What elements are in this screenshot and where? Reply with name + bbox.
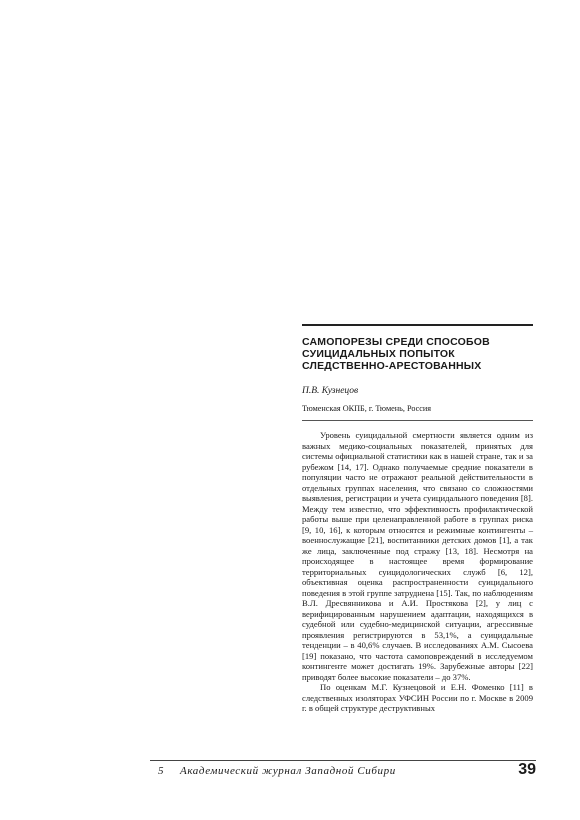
author-name: П.В. Кузнецов bbox=[302, 386, 359, 396]
title-line: СУИЦИДАЛЬНЫХ ПОПЫТОК bbox=[302, 348, 455, 360]
article-body bbox=[302, 430, 533, 714]
footer-rule bbox=[150, 760, 536, 761]
body-paragraph: По оценкам М.Г. Кузнецовой и Е.Н. Фоменко [11] в следственных изоляторах УФСИН России по г. Москве в 2009 г. в общей структуре деструктивных bbox=[302, 682, 533, 713]
page-number: 39 bbox=[518, 761, 536, 778]
title-line: СЛЕДСТВЕННО-АРЕСТОВАННЫХ bbox=[302, 360, 482, 372]
title-line: САМОПОРЕЗЫ СРЕДИ СПОСОБОВ bbox=[302, 336, 490, 348]
article-title bbox=[302, 336, 533, 372]
body-paragraph: Уровень суицидальной смертности является одним из важных медико-социальных показателей, принятых для системы официальной статистики как в нашей стране, так и за рубежом [14, 17]. Однако получаемые средние показатели в популяции часто не отражают реальной действительности в отдельных группах населения, что связано со сложностями выявления, регистрации и учета суицидального поведения [8]. Между тем известно, что эффективность профилактической работы выше при целенаправленной работе в группах риска [9, 10, 16], к которым относятся и режимные контингенты – военнослужащие [21], воспитанники детских домов [1], а так же лица, заключенные под стражу [13, 18]. Несмотря на происходящее в настоящее время формирование территориальных суицидологических служб [6, 12], объективная оценка распространенности суицидального поведения в этой группе затруднена [15]. Так, по наблюдениям В.Л. Дресвянникова и А.И. Простякова [2], у лиц с верифицированным нарушением адаптации, находящихся в судебной или судебно-медицинской ситуации, агрессивные проявления регистрируются в 53,1%, а суицидальные тенденции – в 40,6% случаев. В исследованиях А.М. Сысоева [19] показано, что частота самоповреждений в исследуемом контингенте может достигать 19%. Зарубежные авторы [22] приводят более высокие показатели – до 37%. bbox=[302, 430, 533, 682]
page-footer bbox=[150, 763, 536, 783]
author-affiliation: Тюменская ОКПБ, г. Тюмень, Россия bbox=[302, 404, 432, 413]
affiliation-rule bbox=[302, 420, 533, 421]
issue-number: 5 bbox=[158, 765, 164, 777]
article bbox=[302, 324, 533, 714]
journal-name: Академический журнал Западной Сибири bbox=[180, 765, 396, 777]
title-top-rule bbox=[302, 324, 533, 326]
